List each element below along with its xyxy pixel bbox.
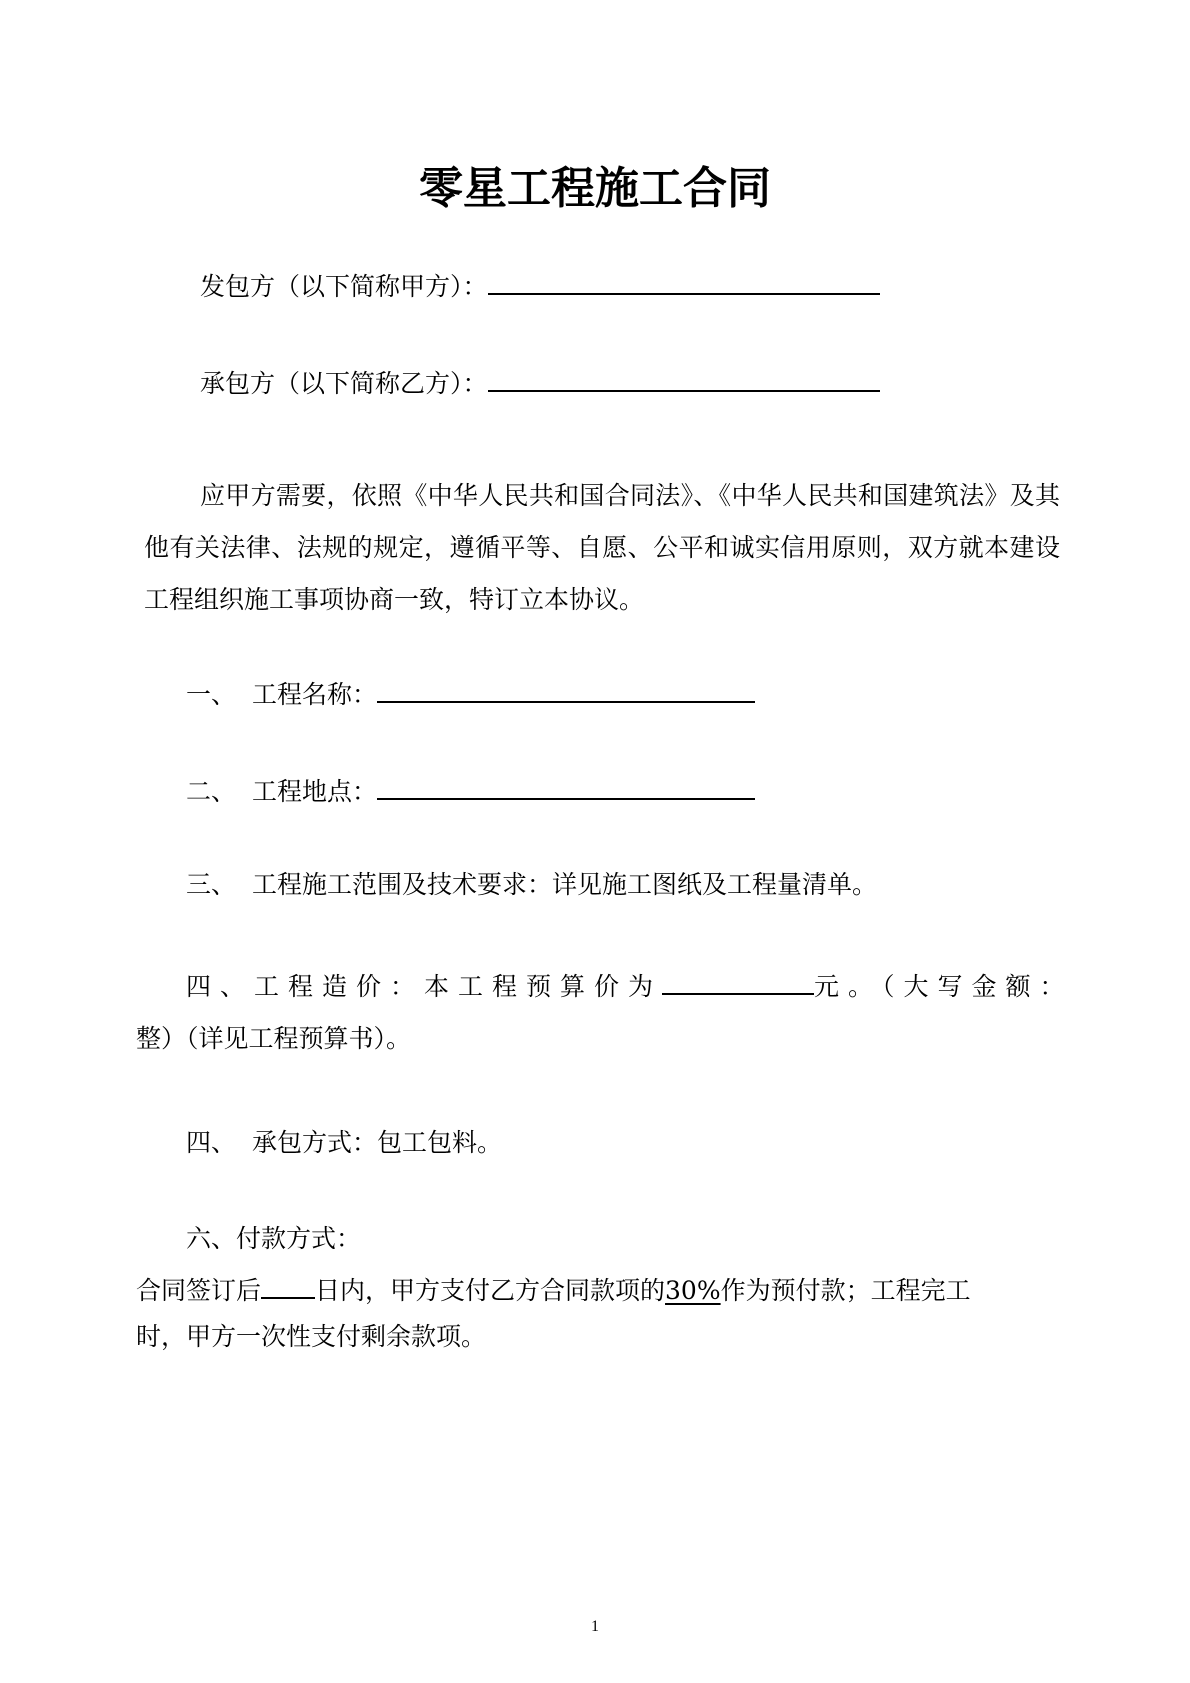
budget-amount-blank[interactable] (662, 966, 814, 995)
section-3-number: 三、 (186, 870, 237, 899)
section-5-row (186, 1126, 502, 1160)
party-a-row (200, 266, 880, 304)
party-a-blank[interactable] (488, 266, 880, 295)
section-1-row (186, 674, 755, 712)
party-b-label: 承包方（以下简称乙方）： (200, 369, 488, 398)
section-1-label: 工程名称： (252, 680, 378, 709)
payment-text-3: 作为预付款；工程完工 (720, 1276, 971, 1305)
payment-text-2: 日内，甲方支付乙方合同款项的 (315, 1276, 666, 1305)
intro-paragraph: 应甲方需要，依照《中华人民共和国合同法》、《中华人民共和国建筑法》及其他有关法律、法规的规定，遵循平等、自愿、公平和诚实信用原则，双方就本建设工程组织施工事项协商一致，特订立本协议。 (144, 481, 1060, 614)
section-4-prefix: 四、工程造价：本工程预算价为 (186, 972, 663, 1001)
section-6-line-1 (136, 1270, 971, 1308)
project-name-blank[interactable] (377, 674, 755, 703)
section-4-suffix: 元。（大写金额： (814, 972, 1074, 1001)
section-3-text: 工程施工范围及技术要求：详见施工图纸及工程量清单。 (252, 870, 878, 899)
section-3-row (186, 868, 877, 902)
section-2-row (186, 771, 755, 809)
section-6-line-2: 时，甲方一次性支付剩余款项。 (136, 1322, 487, 1351)
section-5-text: 承包方式：包工包料。 (252, 1128, 503, 1157)
section-5-number: 四、 (186, 1128, 237, 1157)
section-2-number: 二、 (186, 777, 237, 806)
project-location-blank[interactable] (377, 771, 755, 800)
section-4-continuation: 整）（详见工程预算书）。 (136, 1024, 412, 1053)
section-4-row (186, 966, 1074, 1004)
section-2-label: 工程地点： (252, 777, 378, 806)
days-blank[interactable] (261, 1270, 315, 1299)
party-b-row (200, 363, 880, 401)
page-number: 1 (591, 1618, 599, 1635)
section-6-heading: 六、付款方式： (186, 1224, 362, 1253)
section-1-number: 一、 (186, 680, 237, 709)
advance-percent: 30% (665, 1276, 721, 1305)
party-b-blank[interactable] (488, 363, 880, 392)
party-a-label: 发包方（以下简称甲方）： (200, 272, 488, 301)
document-title: 零星工程施工合同 (419, 163, 771, 214)
payment-text-1: 合同签订后 (136, 1276, 262, 1305)
